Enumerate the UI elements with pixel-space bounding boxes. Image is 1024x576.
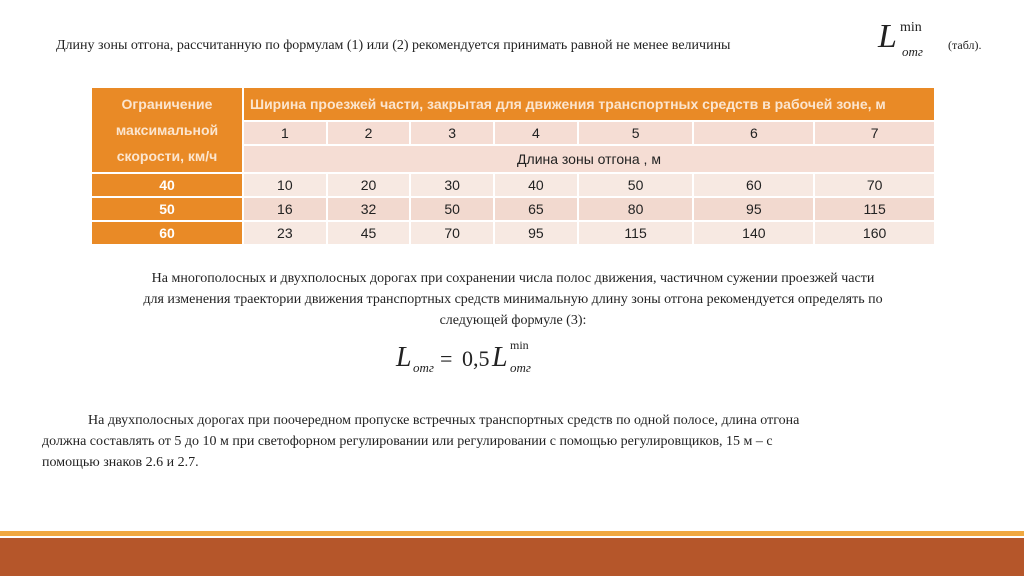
paragraph-line: для изменения траектории движения транспортных средств минимальную длину зоны отгона рекомендуется определять по xyxy=(143,292,883,307)
length-cell: 160 xyxy=(814,221,935,245)
speed-cell: 40 xyxy=(91,173,243,197)
formula-rhs: L xyxy=(492,342,508,373)
length-cell: 20 xyxy=(327,173,411,197)
footer-bar xyxy=(0,538,1024,576)
table-row xyxy=(91,197,935,221)
width-col-header: 5 xyxy=(578,121,694,145)
length-cell: 10 xyxy=(243,173,327,197)
paragraph-line: должна составлять от 5 до 10 м при светофорном регулировании или регулировании с помощью регулировщиков, 15 м – с xyxy=(42,434,773,449)
length-cell: 70 xyxy=(410,221,494,245)
table-row xyxy=(91,173,935,197)
formula-lhs-sub: отг xyxy=(413,360,434,375)
length-cell: 80 xyxy=(578,197,694,221)
length-cell: 95 xyxy=(693,197,814,221)
length-cell: 40 xyxy=(494,173,578,197)
length-cell: 115 xyxy=(578,221,694,245)
length-cell: 45 xyxy=(327,221,411,245)
width-col-header: 2 xyxy=(327,121,411,145)
length-cell: 32 xyxy=(327,197,411,221)
length-cell: 70 xyxy=(814,173,935,197)
paragraph-line: помощью знаков 2.6 и 2.7. xyxy=(42,455,199,470)
road-width-header: Ширина проезжей части, закрытая для движения транспортных средств в рабочей зоне, м xyxy=(243,87,935,121)
length-cell: 115 xyxy=(814,197,935,221)
table-row xyxy=(91,221,935,245)
lmin-formula xyxy=(878,18,923,59)
width-col-header: 3 xyxy=(410,121,494,145)
formula-3 xyxy=(396,340,556,380)
formula-lhs: L xyxy=(396,342,412,373)
length-cell: 30 xyxy=(410,173,494,197)
length-cell: 23 xyxy=(243,221,327,245)
length-cell: 60 xyxy=(693,173,814,197)
footer-stripe xyxy=(0,531,1024,536)
width-col-header: 4 xyxy=(494,121,578,145)
width-col-header: 6 xyxy=(693,121,814,145)
paragraph-line: На многополосных и двухполосных дорогах при сохранении числа полос движения, частичном сужении проезжей части xyxy=(151,271,875,286)
speed-limit-header: Ограничение максимальной скорости, км/ч xyxy=(91,87,243,173)
length-cell: 65 xyxy=(494,197,578,221)
length-cell: 50 xyxy=(410,197,494,221)
table-reference-note: (табл). xyxy=(948,38,982,52)
paragraph-line: На двухполосных дорогах при поочередном пропуске встречных транспортных средств по одной полосе, длина отгона xyxy=(88,413,800,428)
length-cell: 140 xyxy=(693,221,814,245)
length-cell: 16 xyxy=(243,197,327,221)
intro-text: Длину зоны отгона, рассчитанную по формулам (1) или (2) рекомендуется принимать равной не менее величины xyxy=(56,38,731,53)
length-cell: 50 xyxy=(578,173,694,197)
formula-symbol: L xyxy=(878,18,897,55)
formula-sub: отг xyxy=(902,44,923,59)
paragraph-multilane xyxy=(48,268,978,331)
width-col-header: 7 xyxy=(814,121,935,145)
formula-sup: min xyxy=(900,20,922,35)
speed-cell: 50 xyxy=(91,197,243,221)
formula-coefficient: 0,5 xyxy=(462,346,490,371)
zone-length-header: Длина зоны отгона , м xyxy=(243,145,935,173)
width-col-header: 1 xyxy=(243,121,327,145)
paragraph-two-lane xyxy=(42,410,982,473)
length-cell: 95 xyxy=(494,221,578,245)
formula-rhs-sub: отг xyxy=(510,360,531,375)
zone-length-table xyxy=(90,86,936,246)
formula-equals: = xyxy=(440,346,453,371)
speed-cell: 60 xyxy=(91,221,243,245)
formula-rhs-sup: min xyxy=(510,338,529,352)
paragraph-line: следующей формуле (3): xyxy=(439,313,587,328)
